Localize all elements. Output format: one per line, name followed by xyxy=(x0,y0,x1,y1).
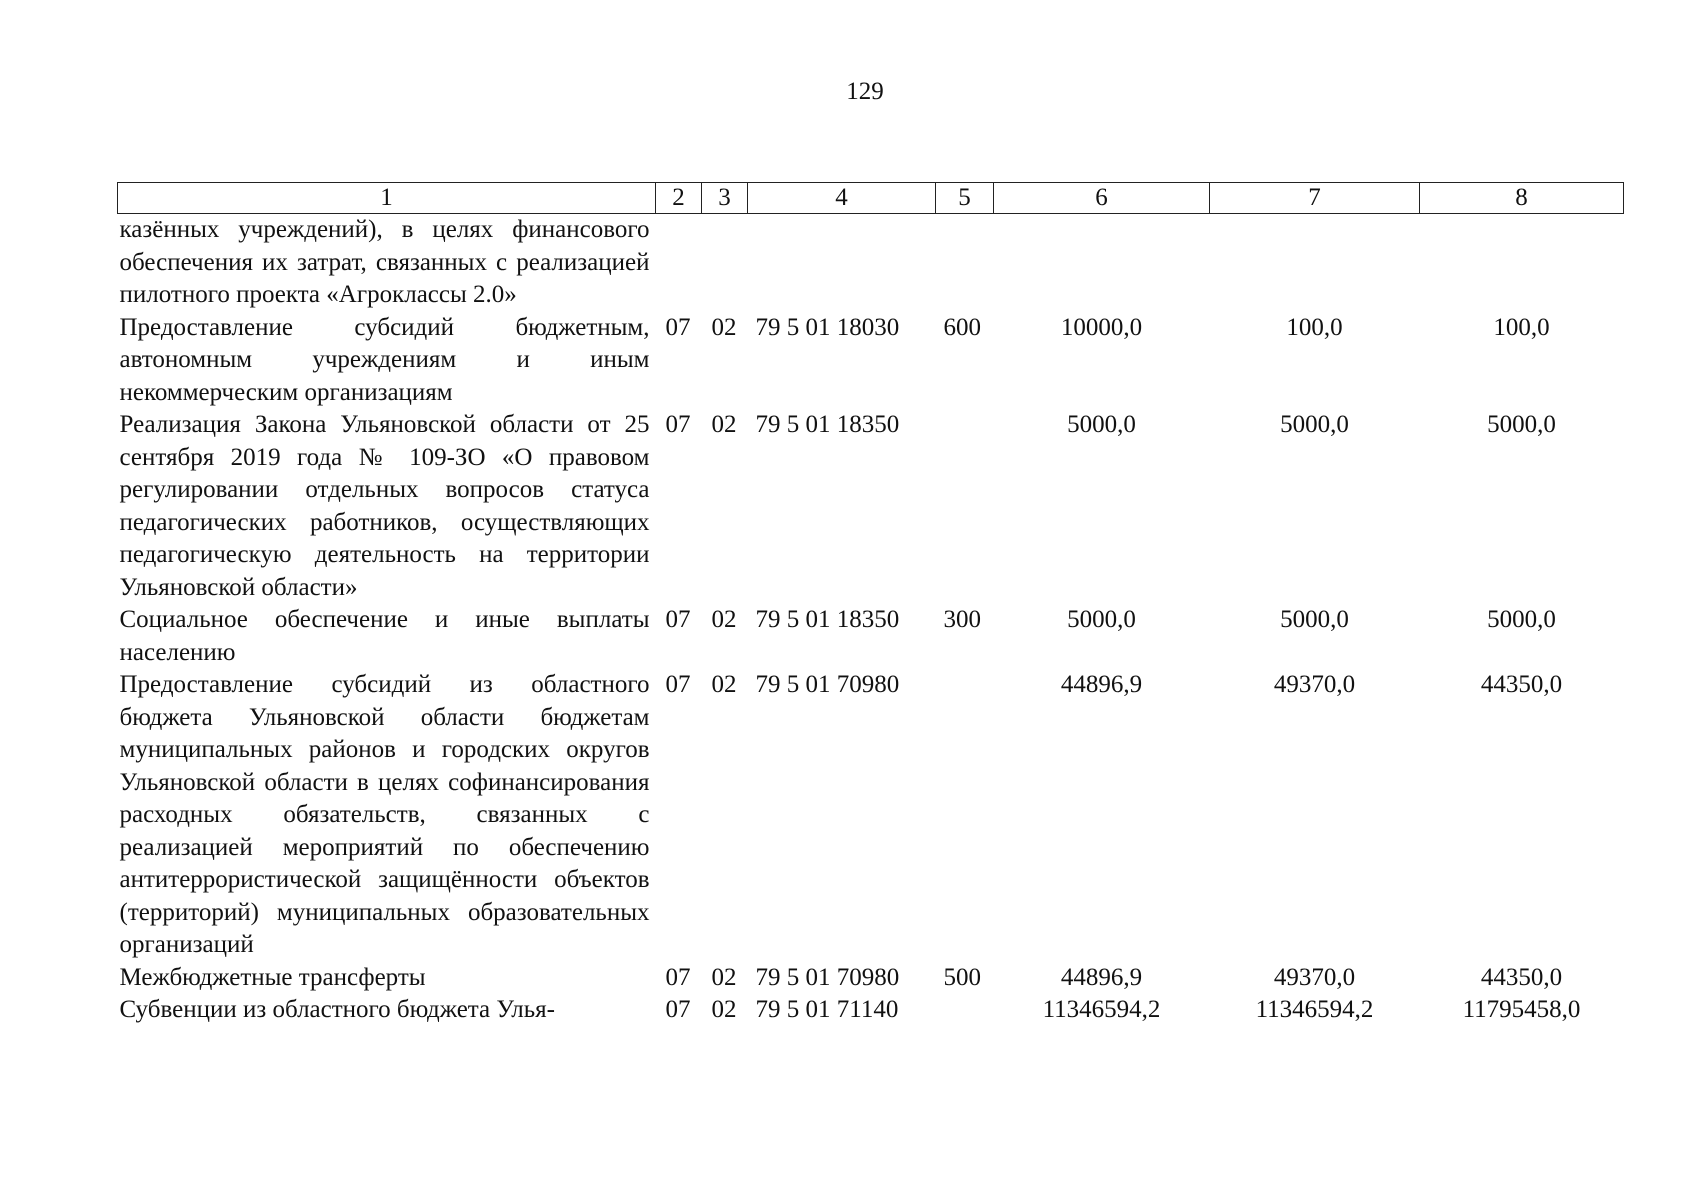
row-target-article: 79 5 01 18350 xyxy=(755,606,900,633)
column-header-2: 2 xyxy=(656,183,702,214)
row-amount-col6 xyxy=(994,214,1210,312)
row-amount-col6: 10000,0 xyxy=(1060,313,1143,341)
row-description: Предоставление субсидий бюджетным, автономным учреждениям и иным некоммерческим организациям xyxy=(119,313,650,406)
row-expense-type: 500 xyxy=(943,963,981,991)
column-header-6: 6 xyxy=(994,183,1210,214)
row-target-article: 79 5 01 71140 xyxy=(755,996,899,1023)
row-target-article xyxy=(748,214,936,312)
row-amount-col7: 5000,0 xyxy=(1280,411,1349,438)
row-amount-col6: 11346594,2 xyxy=(1042,996,1161,1023)
row-subsection: 02 xyxy=(711,671,737,698)
row-amount-col8: 100,0 xyxy=(1493,313,1550,341)
table-row xyxy=(118,669,1624,962)
column-header-8: 8 xyxy=(1420,183,1624,214)
row-subsection: 02 xyxy=(711,606,737,633)
row-amount-col7 xyxy=(1210,214,1420,312)
row-expense-type xyxy=(936,994,994,1027)
row-description: Межбюджетные трансферты xyxy=(119,963,426,991)
table-row xyxy=(118,962,1624,995)
row-section: 07 xyxy=(665,963,691,991)
row-expense-type xyxy=(936,214,994,312)
row-amount-col6: 44896,9 xyxy=(1060,963,1143,991)
row-description: Реализация Закона Ульяновской области от 25 сентября 2019 года № 109-ЗО «О правовом регулировании отдельных вопросов статуса педагогических работников, осуществляющих педагогическую деятельность на территории Ульяновской области» xyxy=(119,411,650,601)
row-amount-col6: 5000,0 xyxy=(1067,411,1136,438)
row-amount-col8: 5000,0 xyxy=(1487,606,1556,633)
column-header-3: 3 xyxy=(702,183,748,214)
row-section: 07 xyxy=(665,606,691,633)
row-description: казённых учреждений), в целях финансового обеспечения их затрат, связанных с реализацией пилотного проекта «Агроклассы 2.0» xyxy=(119,216,650,308)
row-description: Предоставление субсидий из областного бюджета Ульяновской области бюджетам муниципальных районов и городских округов Ульяновской области в целях софинансирования расходных обязательств, связанных с реализацией мероприятий по обеспечению антитеррористической защищённости объектов (территорий) муниципальных образовательных организаций xyxy=(119,671,650,958)
row-amount-col8: 11795458,0 xyxy=(1462,996,1581,1023)
row-target-article: 79 5 01 18030 xyxy=(755,313,900,341)
row-section: 07 xyxy=(665,671,691,698)
column-header-5: 5 xyxy=(936,183,994,214)
row-amount-col7: 100,0 xyxy=(1286,313,1343,341)
row-target-article: 79 5 01 18350 xyxy=(755,411,900,438)
table-row xyxy=(118,312,1624,410)
table-row xyxy=(118,604,1624,669)
row-section: 07 xyxy=(665,411,691,438)
row-target-article: 79 5 01 70980 xyxy=(755,671,900,698)
row-amount-col8 xyxy=(1420,214,1624,312)
row-expense-type: 300 xyxy=(943,606,981,633)
row-amount-col7: 11346594,2 xyxy=(1255,996,1374,1023)
column-header-7: 7 xyxy=(1210,183,1420,214)
row-section: 07 xyxy=(665,996,691,1023)
row-expense-type xyxy=(936,409,994,604)
budget-table xyxy=(117,182,1624,1027)
row-subsection: 02 xyxy=(711,996,737,1023)
row-subsection: 02 xyxy=(711,411,737,438)
row-description: Субвенции из областного бюджета Улья- xyxy=(119,996,555,1023)
row-subsection: 02 xyxy=(711,313,737,341)
row-amount-col7: 5000,0 xyxy=(1280,606,1349,633)
row-section xyxy=(656,214,702,312)
row-amount-col6: 5000,0 xyxy=(1067,606,1136,633)
row-description: Социальное обеспечение и иные выплаты населению xyxy=(119,606,650,666)
table-row xyxy=(118,994,1624,1027)
table-header-row xyxy=(118,183,1624,214)
row-amount-col8: 5000,0 xyxy=(1487,411,1556,438)
row-amount-col8: 44350,0 xyxy=(1480,963,1563,991)
row-amount-col8: 44350,0 xyxy=(1480,671,1563,698)
row-amount-col7: 49370,0 xyxy=(1273,963,1356,991)
row-expense-type: 600 xyxy=(943,313,981,341)
row-amount-col6: 44896,9 xyxy=(1060,671,1143,698)
page-number: 129 xyxy=(846,78,884,105)
row-target-article: 79 5 01 70980 xyxy=(755,963,900,991)
row-subsection xyxy=(702,214,748,312)
column-header-4: 4 xyxy=(748,183,936,214)
table-row xyxy=(118,214,1624,312)
row-expense-type xyxy=(936,669,994,962)
table-row xyxy=(118,409,1624,604)
column-header-1: 1 xyxy=(118,183,656,214)
row-section: 07 xyxy=(665,313,691,341)
row-subsection: 02 xyxy=(711,963,737,991)
row-amount-col7: 49370,0 xyxy=(1273,671,1356,698)
